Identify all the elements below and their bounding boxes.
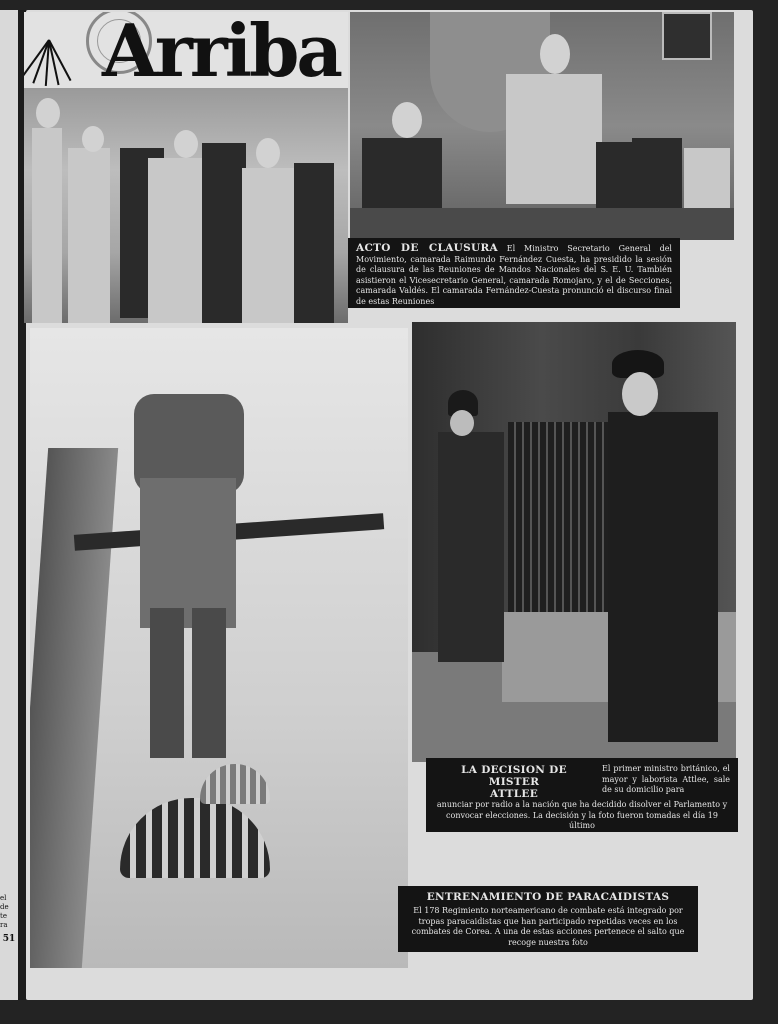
photo-head xyxy=(622,372,658,416)
photo-figure xyxy=(68,148,110,323)
photo-attlee-figure xyxy=(608,412,718,742)
photo-aircraft-door xyxy=(30,448,118,968)
photo-table xyxy=(350,208,734,240)
photo-figure-standing xyxy=(506,74,602,204)
photo-head xyxy=(450,410,474,436)
left-page-text-fragment xyxy=(0,894,18,930)
photo-open-parachute xyxy=(200,764,270,804)
caption-title-block xyxy=(434,764,594,800)
caption-acto-de-clausura xyxy=(348,238,680,308)
photo-figure xyxy=(684,148,730,212)
photo-paratrooper-jump xyxy=(30,328,408,968)
photo-leg xyxy=(150,608,184,758)
caption-entrenamiento-paracaidistas xyxy=(398,886,698,952)
caption-decision-attlee xyxy=(426,758,738,832)
photo-figure xyxy=(242,168,298,323)
masthead-title: Arriba xyxy=(102,12,341,88)
photo-head xyxy=(82,126,104,152)
photo-head xyxy=(540,34,570,74)
photo-figure xyxy=(362,138,442,218)
caption-top-row xyxy=(434,764,730,800)
caption-title-line1: LA DECISION DE MISTER xyxy=(461,764,567,788)
photo-wall-portrait xyxy=(662,12,712,60)
photo-figure xyxy=(202,143,246,323)
photo-ministers-table xyxy=(350,12,734,240)
caption-body: El Ministro Secretario General del Movimiento, camarada Raimundo Fernández Cuesta, ha presidido la sesión de clausura de las Reuniones de Mandos Nacionales del S. E. U. También asistieron el Vicesecretario General, camarada Romojaro, y el de Secciones, camarada Valdés. El camarada Fernández-Cuesta pronunció el discurso final de estas Reuniones xyxy=(356,244,672,306)
caption-body-right: El primer ministro británico, el mayor y laborista Attlee, sale de su domicilio para xyxy=(602,764,730,794)
photo-handshake-group xyxy=(24,88,348,323)
photo-head xyxy=(256,138,280,168)
photo-figure xyxy=(294,163,334,323)
caption-body: El 178 Regimiento norteamericano de combate está integrado por tropas paracaidistas que han participado repetidas veces en los combates de Corea. A una de estas acciones pertenece el salto que recoge nuestra foto xyxy=(411,906,685,947)
left-page-fragment-text: el de te ra xyxy=(0,894,9,929)
photo-head xyxy=(174,130,198,158)
photo-open-parachute xyxy=(120,798,270,878)
photo-policeman xyxy=(438,432,504,662)
photo-leg xyxy=(192,608,226,758)
left-page-edge xyxy=(0,10,18,1000)
caption-title: ACTO DE CLAUSURA xyxy=(356,242,498,254)
photo-head xyxy=(392,102,422,138)
photo-figure xyxy=(632,138,682,212)
masthead xyxy=(24,12,348,88)
photo-paratrooper-body xyxy=(140,478,236,628)
photo-head xyxy=(36,98,60,128)
page-number: 51 xyxy=(2,934,16,944)
caption-title-line2: ATTLEE xyxy=(489,788,538,800)
photo-figure xyxy=(148,158,208,323)
caption-body-rest: anunciar por radio a la nación que ha decidido disolver el Parlamento y convocar elecciones. La decisión y la foto fueron tomadas el día 19 último xyxy=(436,800,728,830)
caption-title: ENTRENAMIENTO DE PARACAIDISTAS xyxy=(426,891,670,903)
photo-attlee-doorstep xyxy=(412,322,736,762)
photo-figure xyxy=(32,128,62,323)
